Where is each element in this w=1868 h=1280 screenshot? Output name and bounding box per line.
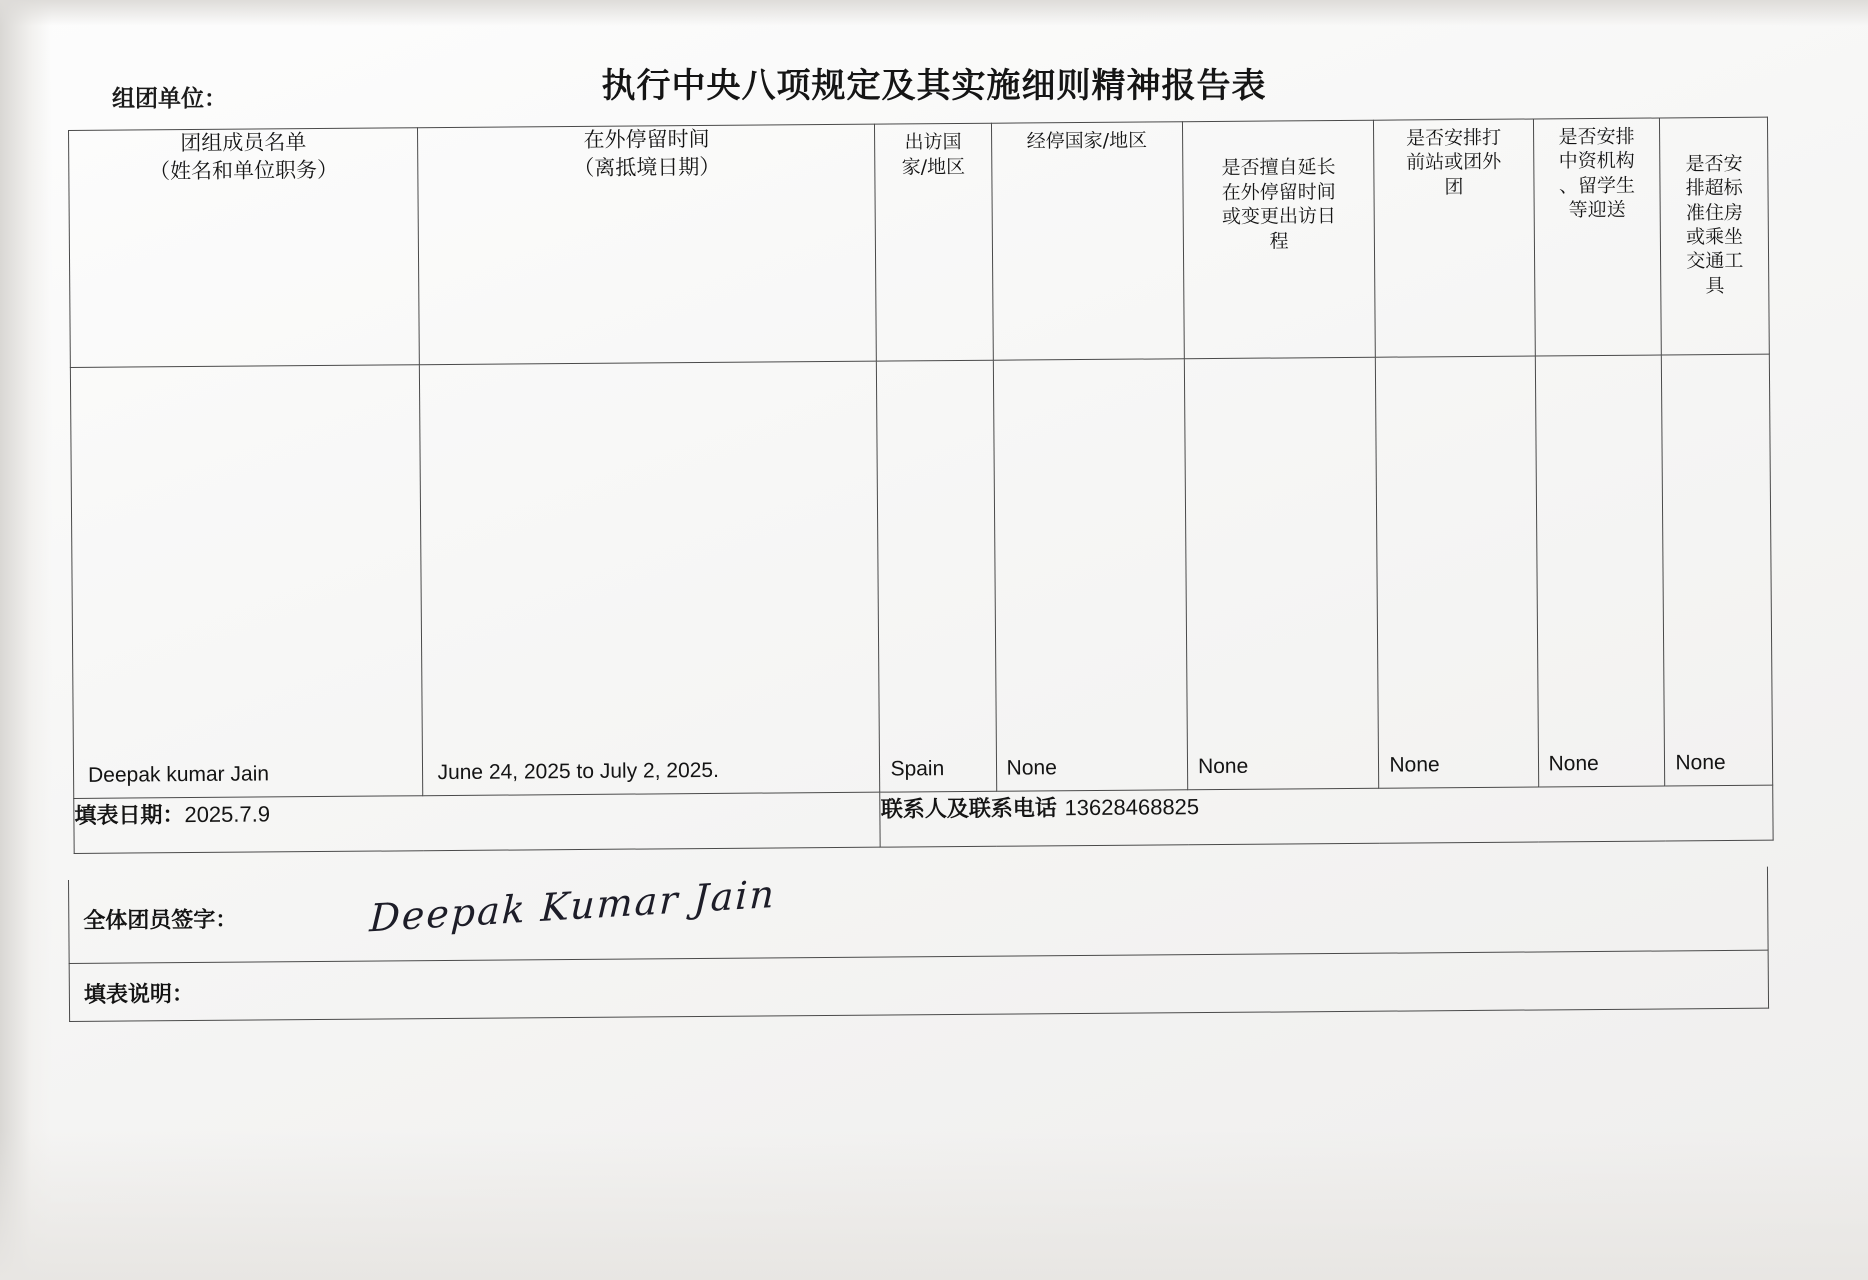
signature-label: 全体团员签字： <box>83 907 238 934</box>
header-welcome-arrangement <box>1533 118 1662 356</box>
header-welcome-arrangement-line3: 、留学生 <box>1558 174 1636 197</box>
table-header-row <box>69 117 1770 367</box>
organizing-unit-label: 组团单位： <box>112 86 227 112</box>
header-advance-team-line2: 前站或团外 <box>1406 151 1502 174</box>
header-over-standard-line1: 是否安 <box>1685 152 1743 176</box>
header-over-standard-line2: 排超标 <box>1685 177 1743 200</box>
header-welcome-arrangement-line4: 等迎送 <box>1568 198 1626 222</box>
header-over-standard-line3: 准住房 <box>1685 201 1744 224</box>
header-member-list-line2: （姓名和单位职务） <box>148 157 339 184</box>
value-stay-period: June 24, 2025 to July 2, 2025. <box>437 758 719 785</box>
contact-value: 13628468825 <box>1064 794 1200 821</box>
header-extended-stay-line4: 程 <box>1269 230 1289 253</box>
fill-date-cell[interactable] <box>74 792 881 853</box>
header-extended-stay-line1: 是否擅自延长 <box>1221 156 1336 179</box>
header-over-standard-line6: 具 <box>1705 274 1725 297</box>
cell-extended-stay[interactable] <box>1184 357 1379 789</box>
header-welcome-arrangement-line1: 是否安排 <box>1558 125 1635 149</box>
header-over-standard-line4: 或乘坐 <box>1686 225 1744 249</box>
header-advance-team <box>1374 119 1535 357</box>
table-row <box>70 354 1772 798</box>
header-extended-stay-line2: 在外停留时间 <box>1221 180 1336 204</box>
page-edge-shadow-top <box>0 0 1868 26</box>
page-edge-shadow-bottom <box>0 1130 1868 1280</box>
page-title: 执行中央八项规定及其实施细则精神报告表 <box>601 66 1267 106</box>
header-country-visited-line1: 出访国 <box>904 130 962 154</box>
value-country-visited: Spain <box>890 757 945 781</box>
header-stay-period-line2: （离抵境日期） <box>573 154 721 180</box>
report-table-wrapper <box>68 117 1774 854</box>
cell-member-name[interactable] <box>70 365 423 799</box>
value-extended-stay: None <box>1197 754 1249 779</box>
header-over-standard-line5: 交通工 <box>1686 250 1744 273</box>
value-transit-country: None <box>1006 756 1057 780</box>
cell-country-visited[interactable] <box>877 360 997 792</box>
signature-row[interactable] <box>68 867 1769 964</box>
fill-date-value: 2025.7.9 <box>184 801 271 828</box>
contact-label: 联系人及联系电话 <box>880 796 1057 823</box>
header-member-list <box>69 128 420 368</box>
cell-welcome-arrangement[interactable] <box>1535 355 1665 787</box>
cell-over-standard[interactable] <box>1662 354 1773 786</box>
signature-and-notes-block <box>68 867 1769 1022</box>
header-advance-team-line3: 团 <box>1444 175 1464 198</box>
header-stay-period-line1: 在外停留时间 <box>583 126 710 152</box>
header-country-visited <box>875 123 993 361</box>
header-member-list-line1: 团组成员名单 <box>180 130 307 156</box>
cell-stay-period[interactable] <box>420 361 880 796</box>
header-stay-period <box>418 124 877 365</box>
notes-row[interactable] <box>69 951 1769 1022</box>
header-transit-country <box>991 122 1184 360</box>
value-advance-team: None <box>1389 753 1440 777</box>
contact-cell[interactable] <box>880 785 1773 847</box>
value-over-standard: None <box>1675 751 1726 775</box>
cell-advance-team[interactable] <box>1376 356 1539 788</box>
page-edge-shadow-left <box>0 0 52 1280</box>
header-country-visited-line2: 家/地区 <box>901 155 966 179</box>
signature-handwriting: Deepak Kumar Jain <box>368 871 777 941</box>
cell-transit-country[interactable] <box>993 359 1188 791</box>
fill-date-label: 填表日期： <box>74 803 185 829</box>
header-welcome-arrangement-line2: 中资机构 <box>1558 150 1635 173</box>
value-welcome-arrangement: None <box>1548 751 1599 776</box>
header-extended-stay-line3: 或变更出访日 <box>1221 205 1337 229</box>
notes-label: 填表说明： <box>83 982 195 1008</box>
header-extended-stay <box>1182 120 1375 358</box>
report-table <box>68 117 1774 854</box>
header-advance-team-line1: 是否安排打 <box>1405 126 1502 150</box>
header-transit-country-line1: 经停国家/地区 <box>1026 129 1148 153</box>
header-over-standard <box>1660 117 1769 355</box>
value-member-name: Deepak kumar Jain <box>87 762 270 787</box>
